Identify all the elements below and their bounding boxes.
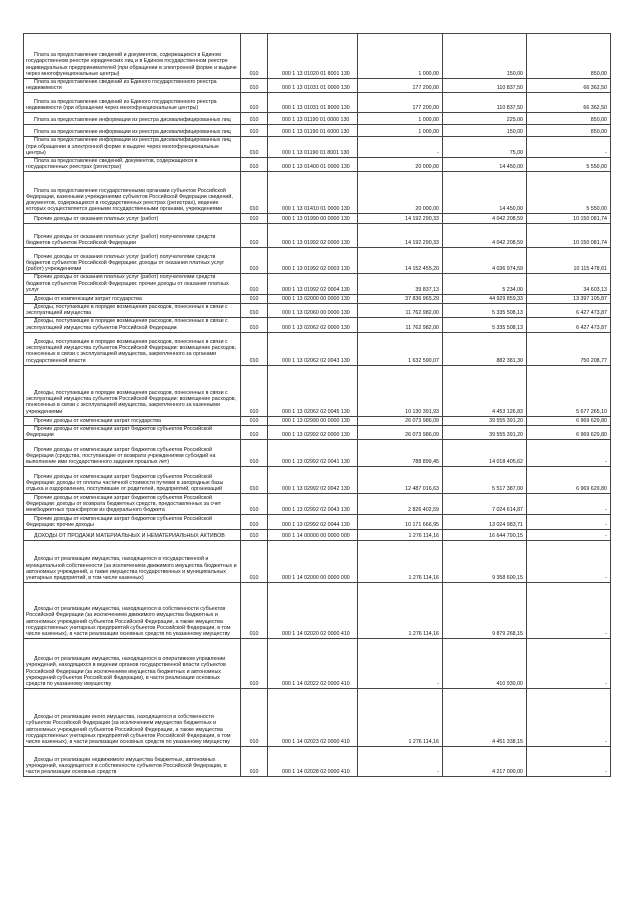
- row-name-text: Доходы от реализации имущества, находящегося в собственности субъектов Российской Федерации (за исключением движимого имущества бюджетных и автономных учреждений субъектов Российской Федерации, а также имущества государственных унитарных предприятий субъектов Российской Федерации, в том числе казенных), в части реализации основных средств по указанному имуществу: [26, 606, 231, 638]
- cell-left: 6 427 473,87: [527, 318, 611, 332]
- row-name-text: Доходы, поступающие в порядке возмещения расходов, понесенных в связи с эксплуатацией имущества субъектов Российской Федерации: [26, 318, 228, 331]
- cell-left: 5 550,00: [527, 172, 611, 214]
- table-row: [24, 318, 611, 332]
- cell-name: [24, 137, 241, 158]
- table-row: [24, 93, 611, 113]
- cell-plan: 39 837,13: [358, 274, 443, 295]
- cell-done: 5 234,00: [443, 274, 527, 295]
- cell-left: 6 427 473,87: [527, 304, 611, 318]
- cell-left: -: [527, 137, 611, 158]
- table-row: [24, 689, 611, 747]
- cell-plan: 1 632 590,07: [358, 332, 443, 365]
- cell-kbk: 000 1 13 02062 02 0045 130: [268, 365, 358, 416]
- cell-plan: 14 192 290,33: [358, 214, 443, 224]
- cell-done: 14 450,00: [443, 158, 527, 172]
- cell-kbk: 000 1 14 02028 02 0000 410: [268, 747, 358, 777]
- cell-code: 010: [241, 425, 268, 439]
- cell-left: -: [527, 583, 611, 639]
- cell-name: [24, 747, 241, 777]
- row-name-text: Плата за предоставление информации из реестра дисквалифицированных лиц (при обращении в электронной форме и выдаче через многофункциональные центры): [26, 137, 231, 156]
- cell-name: [24, 467, 241, 494]
- row-name-text: Плата за предоставление сведений из Единого государственного реестра недвижимости: [26, 79, 217, 92]
- table-row: [24, 583, 611, 639]
- cell-code: 010: [241, 365, 268, 416]
- table-row: [24, 425, 611, 439]
- row-name-text: Прочие доходы от оказания платных услуг (работ) получателями средств бюджетов субъектов Российской Федерации: доходы от оказания платных услуг (работ) учреждениями: [26, 253, 225, 273]
- cell-code: 010: [241, 248, 268, 274]
- cell-name: [24, 79, 241, 93]
- row-name-text: Прочие доходы от оказания платных услуг (работ) получателями средств бюджетов субъектов Российской Федерации: прочие доходы от оказания платных услуг: [26, 274, 229, 293]
- cell-code: 010: [241, 530, 268, 541]
- cell-plan: 26 073 986,09: [358, 416, 443, 425]
- cell-kbk: 000 1 13 01992 02 0003 130: [268, 248, 358, 274]
- cell-left: -: [527, 530, 611, 541]
- cell-kbk: 000 1 14 02023 02 0000 410: [268, 689, 358, 747]
- cell-left: 6 969 629,80: [527, 425, 611, 439]
- cell-done: 16 644 790,15: [443, 530, 527, 541]
- table-row: [24, 274, 611, 295]
- cell-kbk: 000 1 14 02020 02 0000 410: [268, 583, 358, 639]
- table-row: [24, 158, 611, 172]
- table-row: [24, 137, 611, 158]
- table-row: [24, 248, 611, 274]
- cell-kbk: 000 1 13 01190 01 0000 130: [268, 113, 358, 125]
- cell-done: 410 930,00: [443, 639, 527, 689]
- cell-kbk: 000 1 13 01020 01 8001 130: [268, 34, 358, 79]
- cell-code: 010: [241, 583, 268, 639]
- cell-code: 010: [241, 494, 268, 515]
- cell-kbk: 000 1 13 02062 02 0043 130: [268, 332, 358, 365]
- cell-kbk: 000 1 14 00000 00 0000 000: [268, 530, 358, 541]
- row-name-text: Прочие доходы от компенсации затрат бюджетов субъектов Российской Федерации: прочие доходы: [26, 515, 213, 529]
- table-row: [24, 530, 611, 541]
- table-row: [24, 125, 611, 137]
- cell-left: 10 150 081,74: [527, 224, 611, 248]
- cell-name: [24, 416, 241, 425]
- cell-plan: 1 000,00: [358, 125, 443, 137]
- cell-plan: -: [358, 137, 443, 158]
- table-row: [24, 639, 611, 689]
- row-name-text: Прочие доходы от компенсации затрат бюджетов субъектов Российской Федерации: доходы от оплаты частичной стоимости путевки в загородные базы отдыха и оздоровления, поступившие от родителей, предприятий, организаций: [26, 473, 224, 493]
- table-row: [24, 416, 611, 425]
- table-row: [24, 172, 611, 214]
- cell-name: [24, 214, 241, 224]
- cell-name: [24, 158, 241, 172]
- cell-done: 882 381,30: [443, 332, 527, 365]
- cell-name: [24, 34, 241, 79]
- cell-kbk: 000 1 13 01190 01 6000 130: [268, 125, 358, 137]
- cell-done: 9 358 600,15: [443, 541, 527, 583]
- cell-done: 150,00: [443, 34, 527, 79]
- cell-left: 850,00: [527, 125, 611, 137]
- cell-done: 39 555 391,20: [443, 425, 527, 439]
- cell-kbk: 000 1 13 01990 00 0000 130: [268, 214, 358, 224]
- cell-left: 5 550,00: [527, 158, 611, 172]
- income-report-table: [23, 33, 611, 777]
- cell-code: 010: [241, 172, 268, 214]
- cell-code: 010: [241, 332, 268, 365]
- cell-left: 10 150 081,74: [527, 214, 611, 224]
- cell-code: 010: [241, 34, 268, 79]
- cell-name: [24, 515, 241, 530]
- cell-plan: 1 276 114,16: [358, 689, 443, 747]
- cell-plan: 177 200,00: [358, 93, 443, 113]
- table-row: [24, 295, 611, 304]
- cell-plan: -: [358, 747, 443, 777]
- cell-left: 850,00: [527, 113, 611, 125]
- cell-plan: 10 130 391,93: [358, 365, 443, 416]
- row-name-text: Плата за предоставление государственными органами субъектов Российской Федерации, казенными учреждениями субъектов Российской Федерации сведений, документов, содержащихся в государственных реестрах (регистрах), ведение которых осуществляется данными государственными органами, учреждениями: [26, 187, 233, 213]
- cell-left: 6 969 629,80: [527, 416, 611, 425]
- row-name-text: Доходы, поступающие в порядке возмещения расходов, понесенных в связи с эксплуатацией имущества: [26, 304, 228, 317]
- cell-name: [24, 113, 241, 125]
- cell-code: 010: [241, 747, 268, 777]
- cell-left: -: [527, 747, 611, 777]
- row-name-text: Доходы от реализации иного имущества, находящегося в собственности субъектов Российской Федерации (за исключением имущества бюджетных и автономных учреждений субъектов Российской Федерации, а также имущества государственных унитарных предприятий субъектов Российской Федерации, в том числе казенных), в части реализации основных средств по указанному имуществу: [26, 714, 231, 746]
- table-row: [24, 214, 611, 224]
- cell-done: 14 018 405,62: [443, 440, 527, 467]
- cell-plan: 26 073 986,09: [358, 425, 443, 439]
- cell-plan: 14 152 455,20: [358, 248, 443, 274]
- cell-done: 150,00: [443, 125, 527, 137]
- cell-kbk: 000 1 13 02992 02 0000 130: [268, 425, 358, 439]
- cell-plan: 10 171 666,95: [358, 515, 443, 530]
- cell-kbk: 000 1 13 01031 01 8000 130: [268, 93, 358, 113]
- row-name-text: Доходы, поступающие в порядке возмещения расходов, понесенных в связи с эксплуатацией имущества субъектов Российской Федерации: возмещение расходов, понесенных в связи с эксплуатацией имущества, закрепленного за казенными учреждениями: [26, 390, 237, 415]
- cell-left: -: [527, 494, 611, 515]
- table-row: [24, 34, 611, 79]
- row-name-text: Прочие доходы от компенсации затрат бюджетов субъектов Российской Федерации (средства, поступающие от возврата учреждениями субсидий на выполнение ими государственного задания прошлых лет): [26, 446, 216, 466]
- cell-done: 14 450,00: [443, 172, 527, 214]
- table-row: [24, 515, 611, 530]
- cell-left: -: [527, 689, 611, 747]
- cell-plan: 11 762 982,00: [358, 304, 443, 318]
- cell-left: 10 115 478,61: [527, 248, 611, 274]
- cell-done: 225,00: [443, 113, 527, 125]
- cell-code: 010: [241, 224, 268, 248]
- cell-kbk: 000 1 13 01992 02 0004 130: [268, 274, 358, 295]
- cell-left: 34 603,13: [527, 274, 611, 295]
- cell-plan: 788 899,45: [358, 440, 443, 467]
- cell-kbk: 000 1 13 01410 01 0000 130: [268, 172, 358, 214]
- cell-name: [24, 583, 241, 639]
- table-row: [24, 747, 611, 777]
- cell-left: -: [527, 541, 611, 583]
- cell-plan: 11 762 982,00: [358, 318, 443, 332]
- cell-kbk: 000 1 13 02990 00 0000 130: [268, 416, 358, 425]
- cell-code: 010: [241, 274, 268, 295]
- cell-left: -: [527, 440, 611, 467]
- cell-code: 010: [241, 214, 268, 224]
- cell-name: [24, 440, 241, 467]
- table-row: [24, 79, 611, 93]
- cell-left: 6 969 629,80: [527, 467, 611, 494]
- cell-kbk: 000 1 13 02992 02 0043 130: [268, 494, 358, 515]
- table-row: [24, 304, 611, 318]
- row-name-text: Плата за предоставление информации из реестра дисквалифицированных лиц: [34, 117, 231, 124]
- cell-done: 7 024 614,87: [443, 494, 527, 515]
- cell-name: [24, 689, 241, 747]
- cell-code: 010: [241, 295, 268, 304]
- cell-done: 110 837,50: [443, 79, 527, 93]
- cell-done: 44 929 859,33: [443, 295, 527, 304]
- cell-kbk: 000 1 13 02992 02 0042 130: [268, 467, 358, 494]
- row-name-text: Доходы от компенсации затрат государства: [34, 295, 142, 302]
- row-name-text: Плата за предоставление сведений из Единого государственного реестра недвижимости (при обращении через многофункциональные центры): [26, 99, 217, 112]
- cell-code: 010: [241, 304, 268, 318]
- cell-kbk: 000 1 14 02000 00 0000 000: [268, 541, 358, 583]
- row-name-text: Доходы от реализации недвижимого имущества бюджетных, автономных учреждений, находящегося в собственности субъектов Российской Федерации, в части реализации основных средств: [26, 756, 227, 776]
- cell-left: 850,00: [527, 34, 611, 79]
- row-name-text: Плата за предоставление сведений, документов, содержащихся в государственных реестрах (регистрах): [26, 158, 198, 171]
- cell-done: 9 879 268,15: [443, 583, 527, 639]
- cell-name: [24, 125, 241, 137]
- cell-code: 010: [241, 689, 268, 747]
- table-row: [24, 467, 611, 494]
- cell-kbk: 000 1 13 02992 02 0041 130: [268, 440, 358, 467]
- cell-name: [24, 332, 241, 365]
- cell-code: 010: [241, 113, 268, 125]
- cell-code: 010: [241, 79, 268, 93]
- cell-kbk: 000 1 13 02062 02 0000 130: [268, 318, 358, 332]
- cell-name: [24, 248, 241, 274]
- cell-left: 13 397 105,87: [527, 295, 611, 304]
- cell-plan: 1 276 114,16: [358, 530, 443, 541]
- table-row: [24, 332, 611, 365]
- row-name-text: Плата за предоставление информации из реестра дисквалифицированных лиц: [34, 129, 231, 136]
- cell-done: 39 555 391,20: [443, 416, 527, 425]
- row-name-text: Прочие доходы от компенсации затрат бюджетов субъектов Российской Федерации: доходы от возврата бюджетных средств, предоставленных за счет межбюджетных трансфертов из федерального бюджета: [26, 494, 222, 514]
- cell-code: 010: [241, 125, 268, 137]
- cell-done: 4 451 338,15: [443, 689, 527, 747]
- cell-done: 5 335 508,13: [443, 318, 527, 332]
- cell-left: 66 362,50: [527, 93, 611, 113]
- cell-code: 010: [241, 440, 268, 467]
- cell-code: 010: [241, 467, 268, 494]
- cell-plan: 12 487 016,63: [358, 467, 443, 494]
- cell-kbk: 000 1 13 02992 02 0044 130: [268, 515, 358, 530]
- row-name-text: Прочие доходы от компенсации затрат бюджетов субъектов Российской Федерации: [26, 425, 213, 439]
- cell-kbk: 000 1 14 02022 02 0000 410: [268, 639, 358, 689]
- row-name-text: Прочие доходы от компенсации затрат государства: [34, 417, 161, 424]
- cell-code: 010: [241, 639, 268, 689]
- cell-done: 4 036 974,59: [443, 248, 527, 274]
- cell-name: [24, 224, 241, 248]
- cell-done: 4 217 000,00: [443, 747, 527, 777]
- cell-code: 010: [241, 416, 268, 425]
- cell-name: [24, 318, 241, 332]
- cell-kbk: 000 1 13 01400 01 0000 130: [268, 158, 358, 172]
- table-row: [24, 365, 611, 416]
- cell-plan: 1 276 114,16: [358, 541, 443, 583]
- cell-left: 5 677 265,10: [527, 365, 611, 416]
- cell-done: 4 042 208,59: [443, 214, 527, 224]
- cell-code: 010: [241, 93, 268, 113]
- table-row: [24, 113, 611, 125]
- cell-name: [24, 494, 241, 515]
- cell-plan: 20 000,00: [358, 172, 443, 214]
- cell-plan: 177 200,00: [358, 79, 443, 93]
- cell-done: 5 517 387,00: [443, 467, 527, 494]
- cell-done: 4 453 126,83: [443, 365, 527, 416]
- cell-plan: 2 826 402,59: [358, 494, 443, 515]
- cell-done: 4 042 208,59: [443, 224, 527, 248]
- cell-done: 75,00: [443, 137, 527, 158]
- cell-kbk: 000 1 13 01992 02 0000 130: [268, 224, 358, 248]
- cell-plan: 1 000,00: [358, 113, 443, 125]
- table-row: [24, 440, 611, 467]
- cell-left: -: [527, 515, 611, 530]
- cell-name: [24, 172, 241, 214]
- cell-name: [24, 425, 241, 439]
- cell-plan: 1 000,00: [358, 34, 443, 79]
- cell-name: [24, 365, 241, 416]
- row-name-text: Прочие доходы от оказания платных услуг (работ): [34, 216, 159, 223]
- cell-code: 010: [241, 515, 268, 530]
- row-name-text: Доходы от реализации имущества, находящегося в государственной и муниципальной собственности (за исключением движимого имущества бюджетных и автономных учреждений, а также имущества государственных и муниципальных унитарных предприятий, в том числе казенных): [26, 556, 237, 582]
- cell-name: [24, 541, 241, 583]
- cell-code: 010: [241, 318, 268, 332]
- cell-done: 5 335 508,13: [443, 304, 527, 318]
- row-name-text: ДОХОДЫ ОТ ПРОДАЖИ МАТЕРИАЛЬНЫХ И НЕМАТЕРИАЛЬНЫХ АКТИВОВ: [34, 533, 225, 540]
- table-row: [24, 494, 611, 515]
- cell-kbk: 000 1 13 02060 00 0000 130: [268, 304, 358, 318]
- cell-done: 13 024 983,71: [443, 515, 527, 530]
- cell-code: 010: [241, 137, 268, 158]
- cell-plan: 20 000,00: [358, 158, 443, 172]
- table-row: [24, 224, 611, 248]
- cell-kbk: 000 1 13 01190 01 8001 130: [268, 137, 358, 158]
- row-name-text: Плата за предоставление сведений и документов, содержащихся в Едином государственном реестре юридических лиц и в Едином государственном реестре индивидуальных предпринимателей (при обращении в электронной форме и выдаче через многофункциональные центры): [26, 52, 237, 77]
- table-row: [24, 541, 611, 583]
- cell-name: [24, 639, 241, 689]
- row-name-text: Доходы от реализации имущества, находящегося в оперативном управлении учреждений, находящихся в ведении органов государственной власти субъектов Российской Федерации (за исключением имущества бюджетных и автономных учреждений субъектов Российской Федерации), в части реализации основных средств по указанному имуществу: [26, 656, 226, 688]
- cell-name: [24, 295, 241, 304]
- cell-plan: 1 276 114,16: [358, 583, 443, 639]
- cell-kbk: 000 1 13 01031 01 0000 130: [268, 79, 358, 93]
- cell-plan: -: [358, 639, 443, 689]
- cell-left: 750 208,77: [527, 332, 611, 365]
- cell-left: 66 362,50: [527, 79, 611, 93]
- cell-left: -: [527, 639, 611, 689]
- cell-plan: 14 192 290,33: [358, 224, 443, 248]
- cell-name: [24, 274, 241, 295]
- cell-plan: 37 836 965,29: [358, 295, 443, 304]
- row-name-text: Доходы, поступающие в порядке возмещения расходов, понесенных в связи с эксплуатацией имущества субъектов Российской Федерации: возмещение расходов, понесенных в связи с эксплуатацией имущества, закрепленного за органами государственной власти: [26, 339, 237, 364]
- cell-code: 010: [241, 541, 268, 583]
- cell-kbk: 000 1 13 02000 00 0000 130: [268, 295, 358, 304]
- cell-done: 110 837,50: [443, 93, 527, 113]
- cell-name: [24, 93, 241, 113]
- cell-code: 010: [241, 158, 268, 172]
- cell-name: [24, 304, 241, 318]
- cell-name: [24, 530, 241, 541]
- row-name-text: Прочие доходы от оказания платных услуг (работ) получателями средств бюджетов субъектов Российской Федерации: [26, 234, 216, 247]
